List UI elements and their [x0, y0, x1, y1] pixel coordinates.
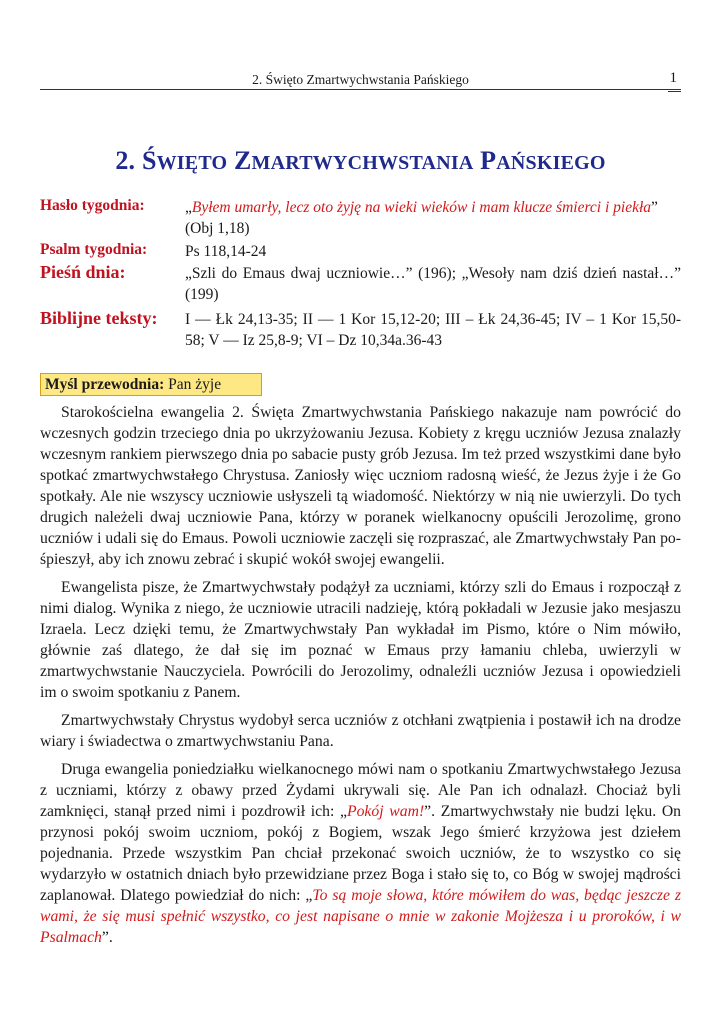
biblijne-value: I — Łk 24,13-35; II — 1 Kor 15,12-20; III – Łk 24,36-45; IV – 1 Kor 15,50-58; V — Iz 25,8-9; VI – Dz 10,34a.36-43 — [185, 311, 681, 349]
paragraph-4: Druga ewangelia poniedziałku wielkanocnego mówi nam o spotkaniu Zmartwychwstałego Jezusa z uczniami, którzy z obawy przed Żydami ukrywali się. Ale Pan ich odnalazł. Chociaż byli zamknięci, stanął przed nimi i pozdrowił ich: „Pokój wam!”. Zmartwychwstały nie budzi lęku. On przynosi pokój swoim uczniom, pokój z Bogiem, wszak Jego śmierć krzyżowa jest dziełem pojednania. Przede wszystkim Pan chciał przekonać swoich uczniów, że to wszystko co się wydarzyło w ostatnich dniach było przewidziane przez Boga i stało się to, co Bóg w swojej mądrości zaplanował. Dlatego powiedział do nich: „To są moje słowa, które mówiłem do was, będąc jeszcze z wami, że się musi spełnić wszystko, co jest napisane o mnie w zakonie Mojżesza i u proroków, i w Psalmach”. — [40, 761, 681, 946]
page-number-underline — [668, 91, 681, 92]
guide-value: Pan żyje — [168, 376, 222, 393]
paragraph-2: Ewangelista pisze, że Zmartwychwstały podążył za uczniami, którzy szli do Emaus i rozpoczął z nimi dialog. Wynika z niego, że uczniowie utracili nadzieję, którą pokładali w Jezusie jako mesjaszu Izraela. Lecz dzięki temu, że Zmartwychwstały Pan wykładał im Pismo, które o Nim mówiło, głównie zaś dlatego, że dał się im poznać w Emaus przy łamaniu chleba, uwierzyli w zmartwychwstanie Nauczyciela. Powrócili do Jerozolimy, odnaleźli uczniów Jezusa i opowiedzieli im o swoim spotkaniu z Panem. — [40, 579, 681, 701]
haslo-reference: (Obj 1,18) — [185, 220, 250, 237]
page-number: 1 — [669, 70, 677, 86]
piesn-label: Pieśń dnia: — [40, 262, 126, 282]
paragraph-1: Starokościelna ewangelia 2. Święta Zmartwychwstania Pańskiego nakazuje nam powrócić do wczesnych godzin trzeciego dnia po ukrzyżowaniu Jezusa. Kobiety z kręgu uczniów Jezusa znalazły wczesnym rankiem pierwszego dnia po sabacie pusty grób Jezusa. Im też przed wszystkimi dane było spotkać zmartwychwstałego Chrystusa. Zaniosły więc uczniom radosną wieść, że Jezus żyje i że Go spotkały. Ale nie wszyscy uczniowie usłyszeli tą wiadomość. Niektórzy w nią nie uwierzyli. Do tych drugich należeli dwaj uczniowie Pana, którzy w poranek wielkanocny opuścili Jerozolimę, grono uczniów i udali się do Emaus. Powoli uczniowie zaczęli się rozpraszać, ale Zmartwychwstały Pan pośpieszył, aby ich znowu zebrać i skupić wokół swojej ewangelii. — [40, 404, 681, 568]
chapter-number: 2. — [115, 146, 136, 175]
running-header-title: 2. Święto Zmartwychwstania Pańskiego — [252, 72, 469, 87]
haslo-quote: Byłem umarły, lecz oto żyję na wieki wieków i mam klucze śmierci i piekła — [191, 199, 652, 216]
piesn-value: „Szli do Emaus dwaj uczniowie…” (196); „Wesoły nam dziś dzień nastał…” (199) — [185, 265, 681, 303]
paragraph-3: Zmartwychwstały Chrystus wydobył serca uczniów z otchłani zwątpienia i postawił ich na drodze wiary i świadectwa o zmartwychwstaniu Pana. — [40, 712, 681, 750]
quote-slowa: To są moje słowa, które mówiłem do was, będąc jeszcze z wami, że się musi spełnić wszystko, co jest napisane o mnie w zakonie Mojżesza i u proroków, i w Psalmach — [40, 887, 681, 946]
psalm-value: Ps 118,14-24 — [185, 243, 267, 260]
chapter-title — [40, 146, 681, 176]
guide-label: Myśl przewodnia: — [45, 376, 165, 393]
biblijne-label: Biblijne teksty: — [40, 308, 158, 328]
chapter-title-word-1: ŚWIĘTO — [141, 146, 228, 175]
quote-pokoj: Pokój wam! — [347, 803, 425, 820]
haslo-label: Hasło tygodnia: — [40, 197, 145, 214]
guide-box — [40, 373, 262, 396]
psalm-label: Psalm tygodnia: — [40, 241, 148, 258]
chapter-title-word-3: PAŃSKIEGO — [480, 146, 606, 175]
haslo-value: „Byłem umarły, lecz oto żyję na wieki wieków i mam klucze śmierci i piekła” (Obj 1,18) — [185, 199, 658, 237]
body-text — [40, 402, 681, 955]
header-rule — [40, 89, 681, 90]
chapter-title-word-2: ZMARTWYCHWSTANIA — [233, 146, 474, 175]
running-header — [40, 70, 681, 90]
